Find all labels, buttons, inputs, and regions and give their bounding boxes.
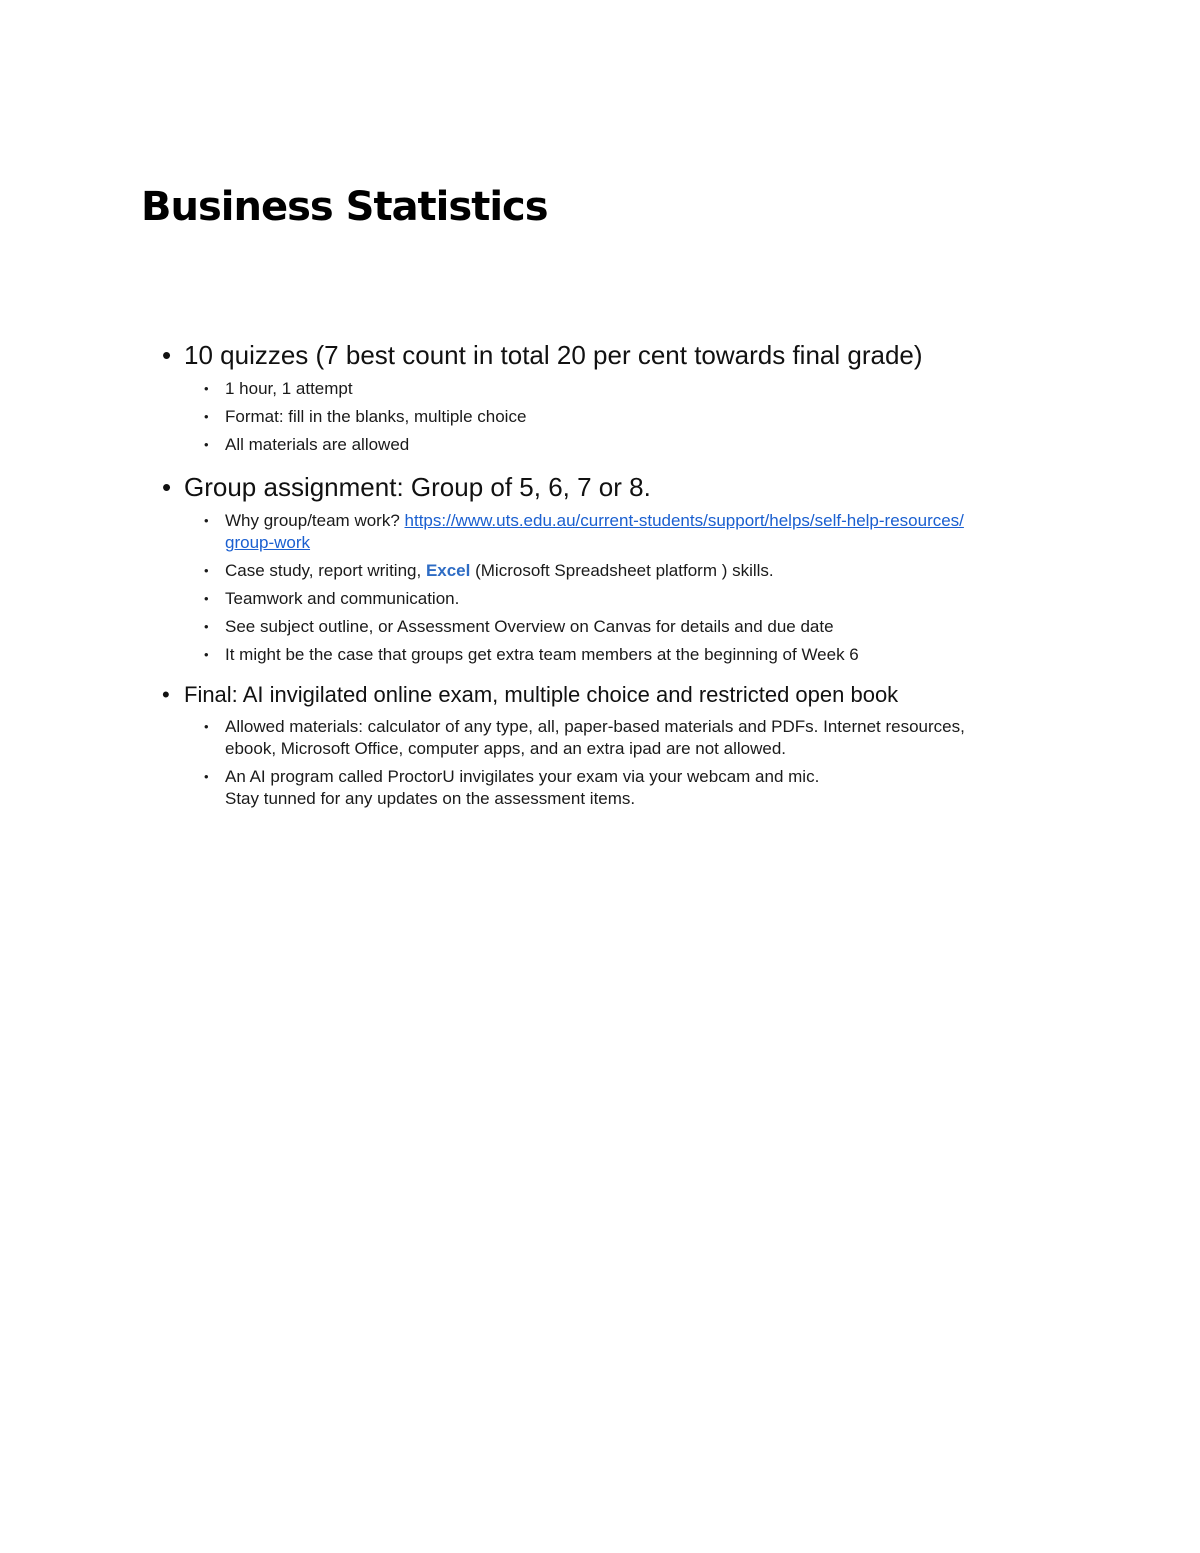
list-item-why-group: [204, 510, 1062, 554]
case-study-text: Case study, report writing,: [225, 561, 426, 580]
list-item: • See subject outline, or Assessment Overview on Canvas for details and due date: [204, 616, 1062, 638]
list-item-case-study: [204, 560, 1062, 582]
proctor-line-1: An AI program called ProctorU invigilates your exam via your webcam and mic.: [225, 767, 820, 786]
list-item: • Format: fill in the blanks, multiple choice: [204, 406, 1062, 428]
excel-highlight: Excel: [425, 561, 471, 580]
allowed-line-2: ebook, Microsoft Office, computer apps, and an extra ipad are not allowed.: [225, 739, 786, 758]
section-quizzes: [162, 338, 1062, 456]
list-item: • Teamwork and communication.: [204, 588, 1062, 610]
final-details: [162, 716, 1062, 810]
list-item-allowed-materials: [204, 716, 1062, 760]
group-details: [162, 510, 1062, 666]
assessment-list: [162, 338, 1062, 824]
why-group-label: Why group/team work?: [225, 511, 405, 530]
section-heading-quizzes: • 10 quizzes (7 best count in total 20 per cent towards final grade): [162, 338, 1062, 372]
group-work-link[interactable]: https://www.uts.edu.au/current-students/support/helps/self-help-resources/: [404, 511, 964, 530]
section-heading-final: • Final: AI invigilated online exam, multiple choice and restricted open book: [162, 680, 1062, 710]
section-group-assignment: [162, 470, 1062, 666]
page-title: Business Statistics: [141, 184, 548, 230]
case-study-text-end: (Microsoft Spreadsheet platform ) skills.: [470, 561, 774, 580]
list-item-proctoru: [204, 766, 1062, 810]
section-heading-group: • Group assignment: Group of 5, 6, 7 or 8.: [162, 470, 1062, 504]
list-item: • 1 hour, 1 attempt: [204, 378, 1062, 400]
proctor-line-2: Stay tunned for any updates on the assessment items.: [225, 789, 636, 808]
list-item: • It might be the case that groups get extra team members at the beginning of Week 6: [204, 644, 1062, 666]
list-item: • All materials are allowed: [204, 434, 1062, 456]
section-final-exam: [162, 680, 1062, 810]
quizzes-details: [162, 378, 1062, 456]
group-work-link-continued[interactable]: group-work: [225, 533, 311, 552]
allowed-line-1: Allowed materials: calculator of any type, all, paper-based materials and PDFs. Internet resources,: [225, 717, 965, 736]
